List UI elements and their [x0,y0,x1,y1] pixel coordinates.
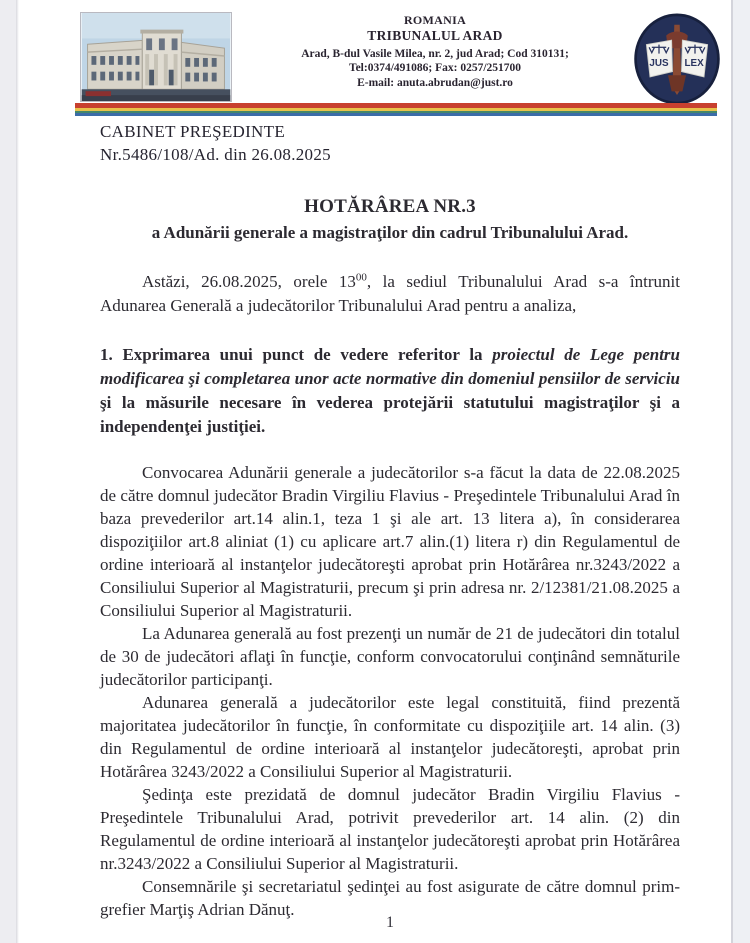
agenda-item-law-title: proiectul de Lege pentru modificarea şi completarea unor acte normative din domeniul pensiilor de serviciu [100,345,680,388]
cabinet-title: CABINET PREŞEDINTE [100,122,286,141]
seal-left-label: JUS [649,58,669,70]
agenda-item-lead: 1. Exprimarea unui punct de vedere referitor la [100,345,493,364]
paragraph-convocation: Convocarea Adunării generale a judecătorilor s-a făcut la data de 22.08.2025 de către domnul judecător Bradin Virgiliu Flavius - Preşedintele Tribunalului Arad în baza prevederilor art.14 alin.1, teza 1 şi ale art. 13 litera a), în considerarea dispoziţiilor art.8 aliniat (1) cu aplicare art.7 alin.(1) litera r) din Regulamentul de ordine interioară al instanţelor judecătoreşti aprobat prin Hotărârea nr.3243/2022 a Consiliului Superior al Magistraturii, precum şi prin adresa nr. 2/12381/21.08.2025 a Consiliului Superior al Magistraturii. [100,463,680,620]
letterhead-institution: TRIBUNALUL ARAD [367,28,503,43]
scan-right-edge-line [731,0,733,943]
hour-superscript: 00 [355,271,367,284]
courthouse-photo [80,12,232,102]
paragraph-attendance: La Adunarea generală au fost prezenţi un număr de 21 de judecători din totalul de 30 de judecători aflaţi în funcţie, conform convocatorului conţinând semnăturile judecătorilor participanţi. [100,624,680,689]
document-body [100,166,680,921]
document-title: HOTĂRÂREA NR.3 [304,196,476,217]
letterhead [250,13,620,90]
page-number: 1 [386,914,394,931]
letterhead-country: ROMANIA [403,13,467,27]
agenda-item-1 [100,343,680,439]
tricolor-stripe [75,103,717,116]
jus-lex-seal-graphic [632,12,722,106]
scan-left-edge-line [16,0,19,943]
document-subtitle: a Adunării generale a magistraţilor din cadrul Tribunalului Arad. [151,223,629,242]
intro-text-after-sup: , la sediul Tribunalului Arad s-a întrunit Adunarea Generală a judecătorilor Tribunalului Arad pentru a analiza, [100,272,680,315]
paragraph-intro [100,270,680,318]
seal-right-label: LEX [684,58,704,70]
letterhead-phone-fax: Tel:0374/491086; Fax: 0257/251700 [348,62,522,75]
paragraph-legally-constituted: Adunarea generală a judecătorilor este legal constituită, fiind prezentă majoritatea judecătorilor în funcţie, în conformitate cu dispoziţiile art. 14 alin. (3) din Regulamentul de ordine interioară al instanţelor judecătoreşti, aprobat prin Hotărârea 3243/2022 a Consiliului Superior al Magistraturii. [100,693,680,781]
stripe-blue-band [75,113,717,116]
paragraph-secretariat: Consemnările şi secretariatul şedinţei au fost asigurate de către domnul prim-grefier Marţiş Adrian Dănuţ. [100,877,680,919]
scan-left-margin [0,0,16,943]
letterhead-address: Arad, B-dul Vasile Milea, nr. 2, jud Arad; Cod 310131; [301,47,569,60]
agenda-item-tail: şi la măsurile necesare în vederea protejării statutului magistraţilor şi a independenţei justiţiei. [100,393,680,436]
paragraph-presided-by: Şedinţa este prezidată de domnul judecător Bradin Virgiliu Flavius - Preşedintele Tribunalului Arad, potrivit prevederilor art. 14 alin. (2) din Regulamentul de ordine interioară al instanţelor judecătoreşti aprobat prin Hotărârea nr.3243/2022 a Consiliului Superior al Magistraturii. [100,785,680,873]
cabinet-block [100,120,331,166]
intro-text-before-sup: Astăzi, 26.08.2025, orele 13 [142,272,356,291]
scan-right-margin [733,0,750,943]
letterhead-email: E-mail: anuta.abrudan@just.ro [357,76,513,89]
document-registration-number: Nr.5486/108/Ad. din 26.08.2025 [100,145,331,164]
jus-lex-seal-icon [632,12,722,106]
courthouse-illustration [81,13,231,101]
